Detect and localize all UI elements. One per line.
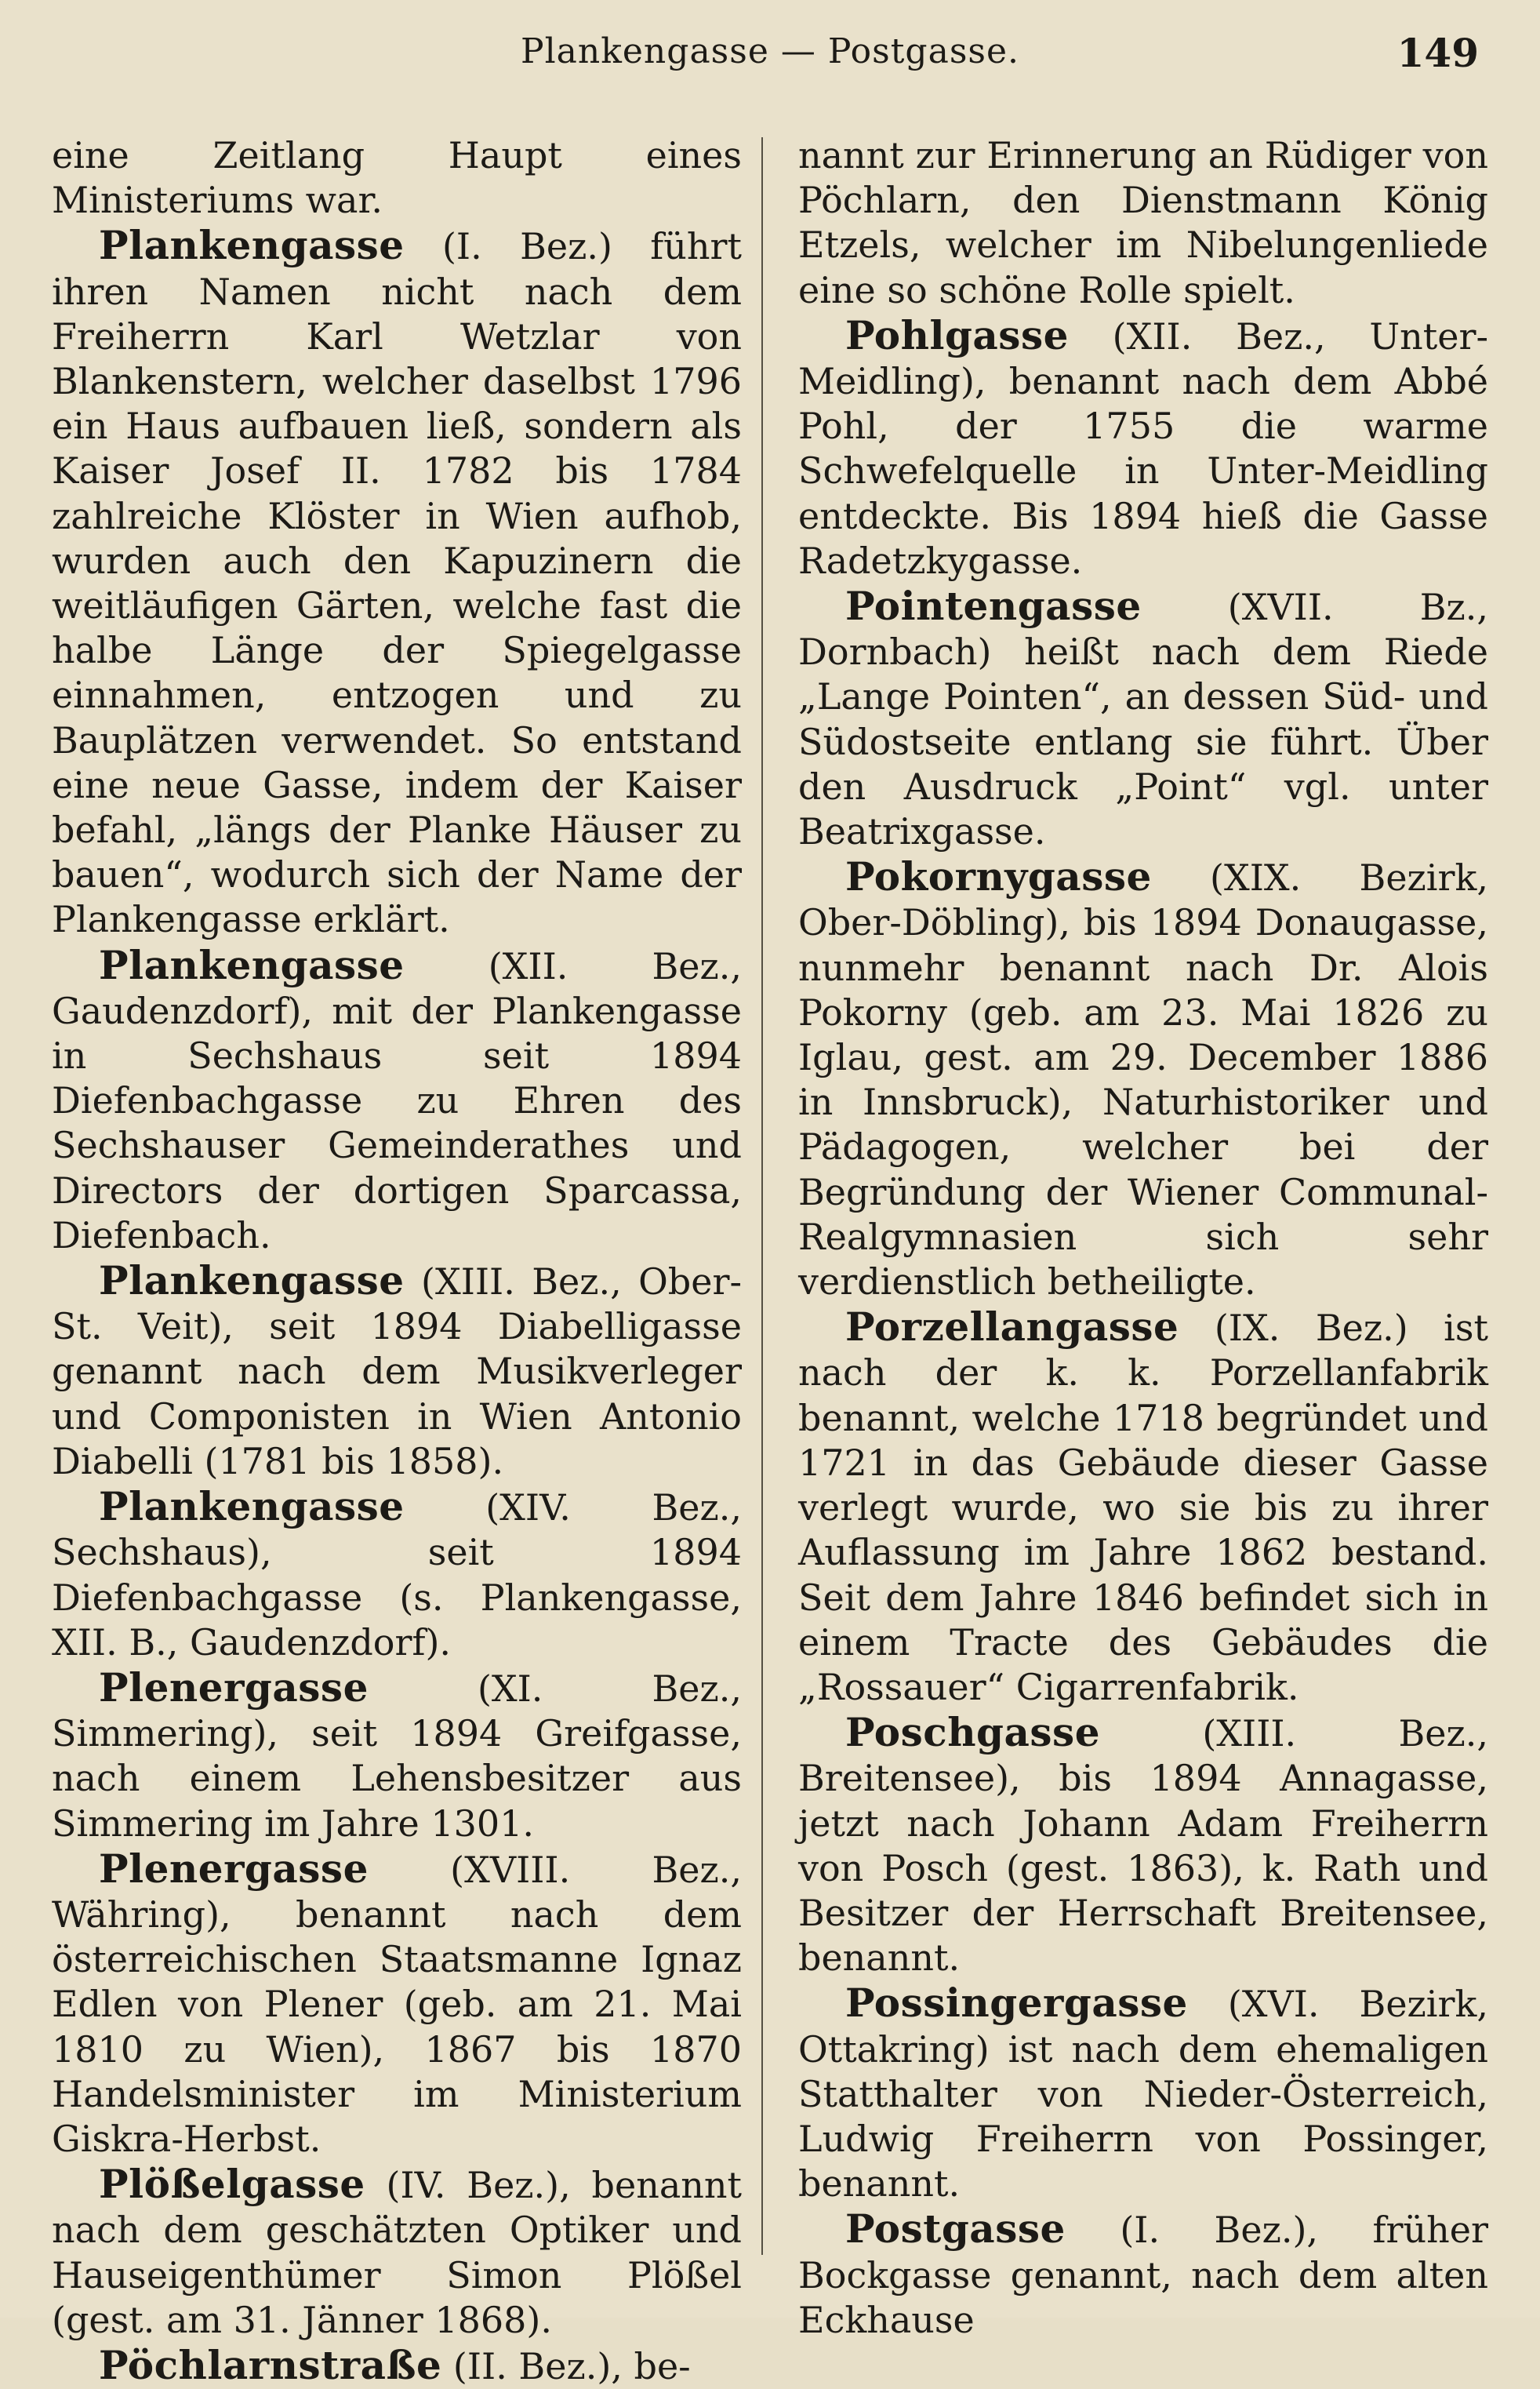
entry-text: (XII. Bez., Unter-Meidling), benannt nach dem Abbé Pohl, der 1755 die warme Schwefelquelle in Unter-Meidling entdeckte. Bis 1894 hieß die Gasse Radetzkygasse. [798,315,1488,582]
entry-headword: Plößelgasse [99,2161,365,2208]
entry-text: (XVIII. Bez., Währing), benannt nach dem österreichischen Staatsmanne Ignaz Edlen von Plener (geb. am 21. Mai 1810 zu Wien), 1867 bis 1870 Handelsminister im Ministerium Giskra-Herbst. [52,1848,742,2160]
entry-headword: Pointengasse [845,583,1142,630]
entry-headword: Plankengasse [99,222,405,269]
entry-headword: Poschgasse [845,1709,1101,1756]
entry-headword: Plankengasse [99,1257,405,1304]
continuation-text: eine Zeitlang Haupt eines Ministeriums war. [52,134,742,222]
entry-text: (XIV. Bez., Sechshaus), seit 1894 Diefenbachgasse (s. Plankengasse, XII. B., Gaudenzdorf). [52,1486,742,1664]
entry-text: (IV. Bez.), benannt nach dem geschätzten Optiker und Hauseigenthümer Simon Plößel (gest. am 31. Jänner 1868). [52,2164,742,2341]
entry-headword: Plenergasse [99,1845,369,1892]
entry [52,2343,742,2389]
entry [798,584,1488,854]
entry [52,1484,742,1665]
entry [52,2162,742,2343]
entry-headword: Plenergasse [99,1664,369,1711]
entry-text: (XI. Bez., Simmering), seit 1894 Greifgasse, nach einem Lehensbesitzer aus Simmering im Jahre 1301. [52,1667,742,1845]
entry-text: (II. Bez.), be- [441,2344,691,2387]
entry-headword: Plankengasse [99,1483,405,1530]
entry-headword: Postgasse [845,2205,1066,2253]
entry [798,2206,1488,2343]
entry-text: (I. Bez.), früher Bockgasse genannt, nach dem alten Eckhause [798,2209,1488,2341]
entry-text: (XII. Bez., Gaudenzdorf), mit der Plankengasse in Sechshaus seit 1894 Diefenbachgasse zu Ehren des Sechshauser Gemeinderathes und Directors der dortigen Sparcassa, Diefenbach. [52,944,742,1256]
running-title: Plankengasse — Postgasse. [520,31,1019,71]
entry [52,1846,742,2162]
right-column [798,133,1488,2343]
entry [798,1710,1488,1980]
entry [52,1258,742,1484]
entry-text: (XVI. Bezirk, Ottakring) ist nach dem ehemaligen Statthalter von Nieder-Österreich, Ludwig Freiherrn von Possinger, benannt. [798,1983,1488,2205]
entry-headword: Porzellangasse [845,1304,1179,1351]
entry-headword: Plankengasse [99,941,405,988]
entry-headword: Pöchlarnstraße [99,2341,442,2388]
entry [798,854,1488,1304]
entry-text: (IX. Bez.) ist nach der k. k. Porzellanfabrik benannt, welche 1718 begründet und 1721 in das Gebäude dieser Gasse verlegt wurde, wo sie bis zu ihrer Auflassung im Jahre 1862 bestand. Seit dem Jahre 1846 befindet sich in einem Tracte des Gebäudes die „Rossauer“ Cigarrenfabrik. [798,1307,1488,1708]
page-number: 149 [1397,30,1479,76]
entry-headword: Pokornygasse [845,853,1152,900]
entry-text: (XIX. Bezirk, Ober-Döbling), bis 1894 Donaugasse, nunmehr benannt nach Dr. Alois Pokorny (geb. am 23. Mai 1826 zu Iglau, gest. am 29. December 1886 in Innsbruck), Naturhistoriker und Pädagogen, welcher bei der Begründung der Wiener Communal-Realgymnasien sich sehr verdienstlich betheiligte. [798,856,1488,1304]
continuation-text: nannt zur Erinnerung an Rüdiger von Pöchlarn, den Dienstmann König Etzels, welcher im Nibelungenliede eine so schöne Rolle spielt. [798,134,1488,311]
left-column [52,133,742,2389]
entry [798,313,1488,584]
entry [52,943,742,1258]
entry [798,1304,1488,1710]
entry [798,1980,1488,2206]
entry [52,223,742,942]
page-header [0,31,1540,86]
entry-headword: Possingergasse [845,1980,1188,2027]
entry-text: (I. Bez.) führt ihren Namen nicht nach dem Freiherrn Karl Wetzlar von Blankenstern, welcher daselbst 1796 ein Haus aufbauen ließ, sondern als Kaiser Josef II. 1782 bis 1784 zahlreiche Klöster in Wien aufhob, wurden auch den Kapuzinern die weitläufigen Gärten, welche fast die halbe Länge der Spiegelgasse einnahmen, entzogen und zu Bauplätzen verwendet. So entstand eine neue Gasse, indem der Kaiser befahl, „längs der Planke Häuser zu bauen“, wodurch sich der Name der Plankengasse erklärt. [52,225,742,941]
entry-text: (XIII. Bez., Breitensee), bis 1894 Annagasse, jetzt nach Johann Adam Freiherrn von Posch (gest. 1863), k. Rath und Besitzer der Herrschaft Breitensee, benannt. [798,1712,1488,1980]
entry-headword: Pohlgasse [845,311,1069,358]
entry [52,1665,742,1846]
column-divider [761,137,763,2255]
entry-text: (XIII. Bez., Ober-St. Veit), seit 1894 Diabelligasse genannt nach dem Musikverleger und Componisten in Wien Antonio Diabelli (1781 bis 1858). [52,1260,742,1482]
entry-text: (XVII. Bz., Dornbach) heißt nach dem Riede „Lange Pointen“, an dessen Süd- und Südostseite entlang sie führt. Über den Ausdruck „Point“ vgl. unter Beatrixgasse. [798,586,1488,853]
